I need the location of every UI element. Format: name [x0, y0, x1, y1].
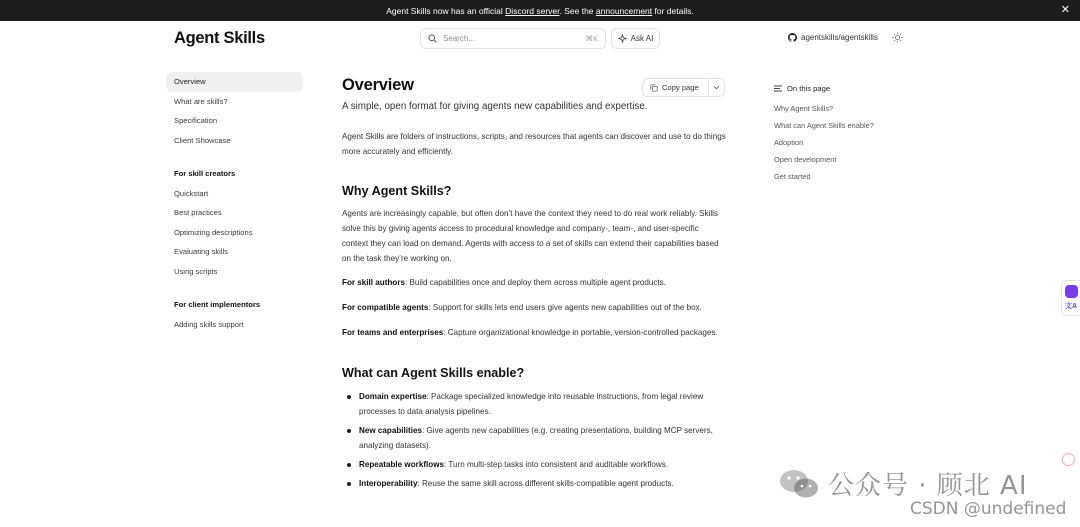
on-this-page-toc: [774, 82, 914, 185]
sidebar-item-what-are-skills[interactable]: What are skills?: [174, 96, 228, 106]
watermark: [778, 465, 1028, 502]
banner-text: Agent Skills now has an official Discord server. See the announcement for details.: [386, 5, 694, 16]
sidebar-item-best-practices[interactable]: Best practices: [174, 208, 222, 218]
sun-icon[interactable]: [892, 32, 903, 43]
assistant-icon[interactable]: [1065, 285, 1078, 298]
sidebar-item-optimizing-descriptions[interactable]: Optimizing descriptions: [174, 227, 253, 237]
github-icon: [788, 33, 797, 42]
teams-paragraph: For teams and enterprises: Capture organizational knowledge in portable, version-controlled packages.: [342, 328, 718, 337]
announcement-banner: [0, 0, 1080, 21]
sidebar-group-client-implementors: For client implementors: [174, 299, 261, 309]
top-header: [0, 21, 1080, 57]
heading-why-agent-skills: Why Agent Skills?: [342, 184, 452, 198]
skill-authors-paragraph: For skill authors: Build capabilities once and deploy them across multiple agent products.: [342, 278, 666, 287]
sidebar-item-quickstart[interactable]: Quickstart: [174, 188, 209, 198]
intro-paragraph: Agent Skills are folders of instructions, scripts, and resources that agents can discover and use to do things more accurately and efficiently.: [342, 132, 726, 156]
list-item: Repeatable workflows: Turn multi-step tasks into consistent and auditable workflows.: [342, 457, 726, 472]
toc-item-adoption[interactable]: Adoption: [774, 138, 804, 147]
floating-toolbar: [1061, 280, 1080, 316]
list-item: New capabilities: Give agents new capabilities (e.g. creating presentations, building MCP servers, analyzing datasets).: [342, 423, 726, 453]
watermark-line1: 公众号 · 顾北 AI: [828, 471, 1028, 501]
sidebar-group-skill-creators: For skill creators: [174, 168, 236, 178]
site-logo[interactable]: Agent Skills: [174, 29, 265, 47]
search-input[interactable]: [420, 28, 606, 49]
flower-icon[interactable]: [1062, 453, 1075, 466]
page-subtitle: A simple, open format for giving agents new capabilities and expertise.: [342, 101, 648, 112]
toc-item-why-agent-skills[interactable]: Why Agent Skills?: [774, 104, 834, 113]
announcement-link[interactable]: announcement: [595, 5, 653, 16]
sidebar-item-adding-skills-support[interactable]: Adding skills support: [174, 319, 244, 329]
toc-item-open-development[interactable]: Open development: [774, 155, 837, 164]
enable-list: [342, 389, 726, 491]
close-icon[interactable]: ✕: [1060, 4, 1070, 16]
page-title: Overview: [342, 76, 414, 94]
sidebar-item-specification[interactable]: Specification: [174, 116, 218, 126]
sparkle-icon: [618, 34, 627, 43]
heading-what-can-enable: What can Agent Skills enable?: [342, 366, 525, 380]
ask-ai-button[interactable]: [611, 28, 660, 49]
compatible-agents-paragraph: For compatible agents: Support for skills lets end users give agents new capabilities out of the box.: [342, 303, 702, 312]
why-paragraph: Agents are increasingly capable, but often don’t have the context they need to do real work reliably. Skills solve this by giving agents access to procedural knowledge and company-, team-, and user-specific context they can load on demand. Agents with access to a set of skills can extend their capabilities based on the task they’re working on.: [342, 209, 719, 263]
toc-heading-label: On this page: [787, 83, 831, 93]
sidebar-item-overview[interactable]: Overview: [166, 72, 303, 92]
toc-heading: [774, 82, 914, 94]
github-link[interactable]: [788, 33, 878, 42]
toc-item-get-started[interactable]: Get started: [774, 172, 811, 181]
sidebar-nav: [166, 72, 303, 334]
github-label: agentskills/agentskills: [801, 33, 878, 42]
ask-ai-label: Ask AI: [630, 34, 654, 43]
toc-item-what-can-enable[interactable]: What can Agent Skills enable?: [774, 121, 874, 130]
sidebar-item-using-scripts[interactable]: Using scripts: [174, 267, 218, 277]
search-shortcut: ⌘K: [585, 34, 598, 43]
list-icon: [774, 85, 782, 92]
list-item: Interoperability: Reuse the same skill across different skills-compatible agent products.: [342, 476, 726, 491]
wechat-icon: [778, 468, 820, 500]
search-placeholder: Search...: [443, 34, 476, 43]
search-icon: [428, 34, 437, 43]
copy-page-label: Copy page: [662, 83, 699, 92]
translate-icon[interactable]: 文A: [1064, 303, 1078, 311]
sidebar-item-evaluating-skills[interactable]: Evaluating skills: [174, 247, 229, 257]
list-item: Domain expertise: Package specialized knowledge into reusable instructions, from legal review processes to data analysis pipelines.: [342, 389, 726, 419]
watermark-line2: CSDN @undefined: [910, 499, 1067, 519]
sidebar-item-client-showcase[interactable]: Client Showcase: [174, 136, 231, 146]
main-content: [342, 76, 726, 491]
discord-link[interactable]: Discord server: [505, 5, 560, 16]
